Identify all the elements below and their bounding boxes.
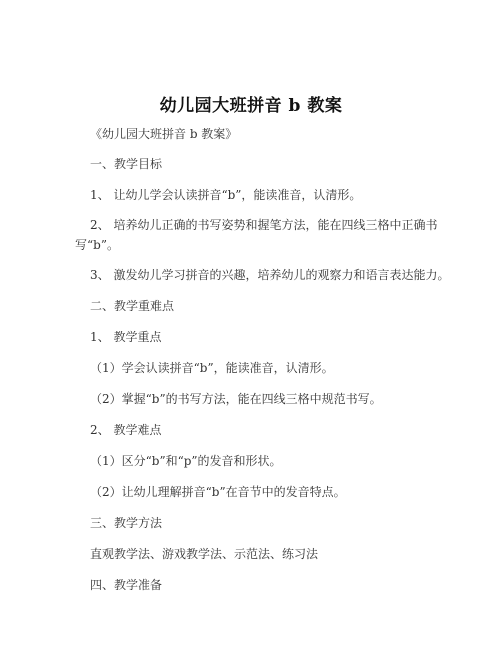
difficulty-heading: 2、 教学难点 xyxy=(90,423,162,437)
goal-2-continued: 写“b”。 xyxy=(75,238,119,252)
goal-1: 1、 让幼儿学会认读拼音“b”，能读准音，认清形。 xyxy=(90,188,362,202)
key-point-heading: 1、 教学重点 xyxy=(90,330,162,344)
heading-teaching-methods: 三、教学方法 xyxy=(90,516,163,530)
subtitle-line: 《幼儿园大班拼音 b 教案》 xyxy=(90,127,238,141)
document-title: 幼儿园大班拼音 b 教案 xyxy=(159,96,343,116)
goal-2: 2、 培养幼儿正确的书写姿势和握笔方法，能在四线三格中正确书 xyxy=(90,218,438,232)
heading-teaching-goals: 一、教学目标 xyxy=(90,157,163,171)
key-point-2: （2）掌握“b”的书写方法，能在四线三格中规范书写。 xyxy=(90,392,382,406)
difficulty-2: （2）让幼儿理解拼音“b”在音节中的发音特点。 xyxy=(90,485,346,499)
heading-teaching-preparation: 四、教学准备 xyxy=(90,578,163,592)
heading-key-points: 二、教学重难点 xyxy=(90,299,175,313)
difficulty-1: （1）区分“b”和“p”的发音和形状。 xyxy=(90,454,282,468)
teaching-methods-text: 直观教学法、游戏教学法、示范法、练习法 xyxy=(90,547,319,561)
goal-3: 3、 激发幼儿学习拼音的兴趣，培养幼儿的观察力和语言表达能力。 xyxy=(90,268,450,282)
key-point-1: （1）学会认读拼音“b”，能读准音，认清形。 xyxy=(90,361,334,375)
